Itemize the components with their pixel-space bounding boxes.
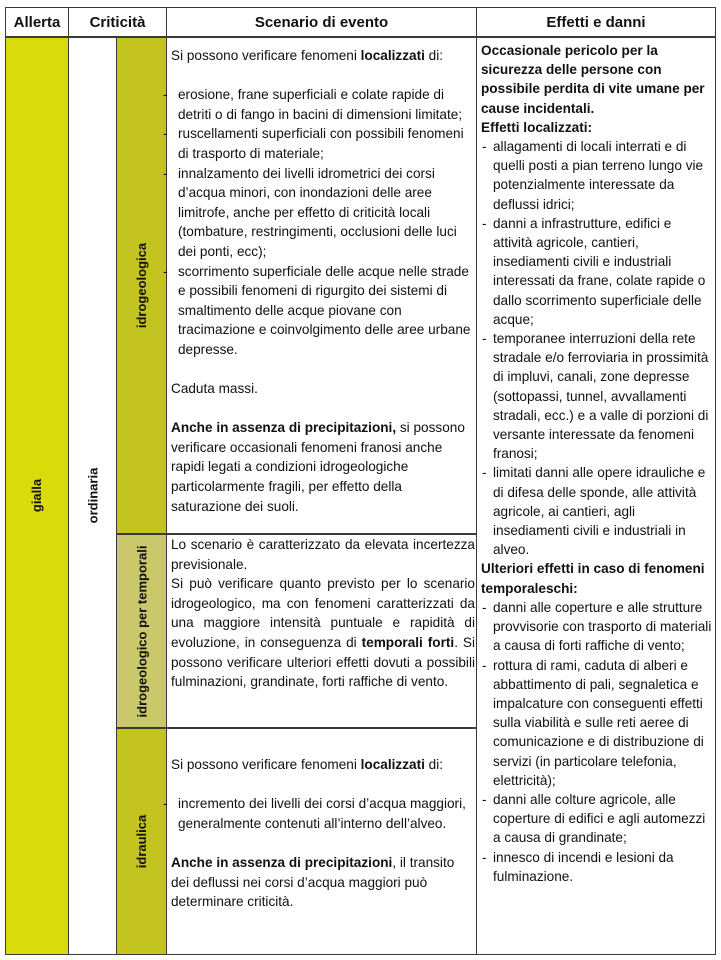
idraulica-label [117,728,166,954]
localizzati-title: Effetti localizzati: [481,119,593,135]
table-border-bottom [5,954,716,955]
col-divider-scenario [476,7,477,955]
temporali-p1: Lo scenario è caratterizzato da elevata incertezza previsionale. [171,537,475,572]
idrogeologica-label [117,37,166,534]
effetti-item: - allagamenti di locali interrati e di quelli posti a pian terreno lungo vie potenzialmente interessate da deflussi idrici; [481,137,713,214]
effetti-item: - limitati danni alle opere idrauliche e di difesa delle sponde, alle attività agricole, ai cantieri, agli insediamenti civili e industriali in alveo. [481,463,713,559]
idraulica-anche: Anche in assenza di precipitazioni, il transito dei deflussi nei corsi d’acqua maggiori può determinare criticità. [171,854,455,910]
temporali-p2: Si può verificare quanto previsto per lo scenario idrogeologico, ma con fenomeni caratterizzati da una maggiore intensità puntuale e rapidità di evoluzione, in conseguenza di temporali forti. Si possono verificare ulteriori effetti dovuti a possibili fulminazioni, grandinate, forti raffiche di vento. [171,576,476,690]
caduta-massi: Caduta massi. [171,381,258,397]
effetti-item: - danni alle colture agricole, alle coperture di edifici e agli automezzi a causa di grandinate; [481,790,713,848]
header-scenario: Scenario di evento [254,13,389,31]
idraulica-text: idraulica [134,814,149,868]
temporali-text: idrogeologico per temporali [134,545,150,717]
effetti-item: - rottura di rami, caduta di alberi e abbattimento di pali, segnaletica e impalcature con conseguenti effetti sulla viabilità e sulle reti aeree di comunicazione e di distribuzione di servizi (in particolare telefonia, elettricità); [481,656,713,790]
row-divider-2 [116,727,476,729]
allerta-label [6,37,68,954]
allerta-level-text: gialla [29,478,45,513]
scenario-idraulica [171,755,475,912]
header-criticita: Criticità [89,13,146,31]
effetti-item: - danni a infrastrutture, edifici e attività agricole, cantieri, insediamenti civili e industriali interessati da frane, colate rapide o dallo scorrimento superficiale delle acque; [481,214,713,329]
header-allerta: Allerta [13,13,61,31]
effetti-column [481,41,713,886]
idro-item: - scorrimento superficiale delle acque nelle strade e possibili fenomeni di rigurgito dei sistemi di smaltimento delle acque piovane con tracimazione e coinvolgimento delle aree urbane depresse. [171,262,475,360]
idrogeologica-text: idrogeologica [134,242,150,329]
idro-intro: Si possono verificare fenomeni localizzati di: [171,48,444,63]
idraulica-intro: Si possono verificare fenomeni localizzati di: [171,757,444,772]
effetti-title: Occasionale pericolo per la sicurezza delle persone con possibile perdita di vite umane per cause incidentali. [481,43,705,116]
temporali-effetti-title: Ulteriori effetti in caso di fenomeni temporaleschi: [481,561,705,596]
scenario-idrogeologica [171,46,475,516]
scenario-temporali [171,535,475,692]
temporali-label [117,534,166,728]
effetti-item: - innesco di incendi e lesioni da fulminazione. [481,848,713,886]
header-effetti: Effetti e danni [546,13,646,31]
idro-item: - innalzamento dei livelli idrometrici dei corsi d’acqua minori, con inondazioni delle aree limitrofe, anche per effetto di criticità locali (tombature, restringimenti, occlusioni delle luci dei ponti, ecc); [171,164,475,262]
criticita-level-text: ordinaria [85,467,100,524]
table-border-right [715,7,716,955]
idro-anche: Anche in assenza di precipitazioni, si possono verificare occasionali fenomeni franosi anche rapidi legati a condizioni idrogeologiche particolarmente fragili, per effetto della saturazione dei suoli. [171,420,465,514]
idraulica-item: - incremento dei livelli dei corsi d’acqua maggiori, generalmente contenuti all’interno dell’alveo. [171,794,475,833]
effetti-item: - temporanee interruzioni della rete stradale e/o ferroviaria in prossimità di impluvi, canali, zone depresse (sottopassi, tunnel, avvallamenti stradali, ecc.) e a valle di porzioni di versante interessate da fenomeni franosi; [481,329,713,463]
idro-item: - erosione, frane superficiali e colate rapide di detriti o di fango in bacini di dimensioni limitate; [171,85,475,124]
idro-item: - ruscellamenti superficiali con possibili fenomeni di trasporto di materiale; [171,124,475,163]
criticita-label [69,37,116,954]
effetti-item: - danni alle coperture e alle strutture provvisorie con trasporto di materiali a causa di forti raffiche di vento; [481,598,713,656]
